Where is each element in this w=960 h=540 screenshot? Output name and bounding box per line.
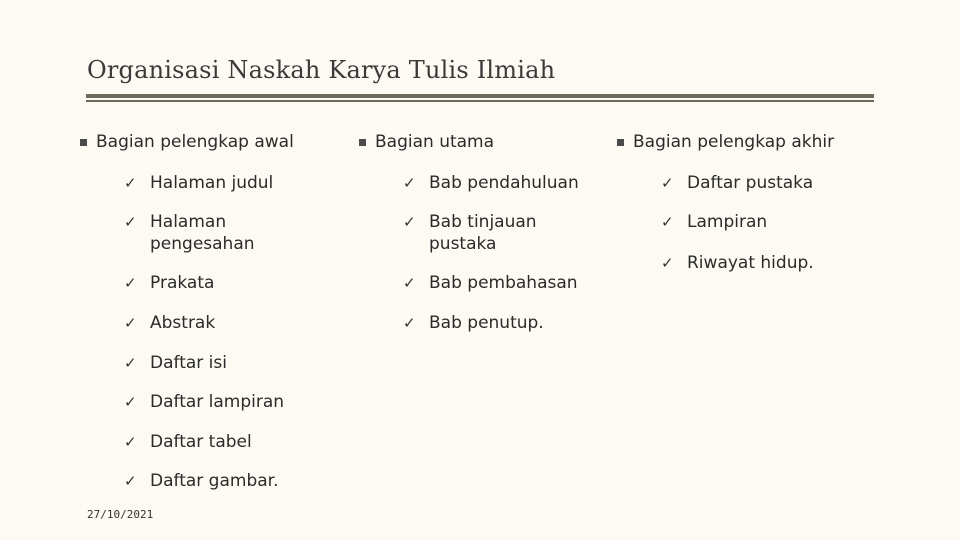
checkmark-icon: ✓ <box>661 213 674 231</box>
list-item <box>124 431 252 453</box>
list-item-label: Bab pembahasan <box>429 273 578 293</box>
column-heading-label: Bagian pelengkap awal <box>96 132 294 152</box>
list-item <box>124 211 270 255</box>
column-heading-label: Bagian pelengkap akhir <box>633 132 835 152</box>
list-item-label: Daftar tabel <box>150 432 252 452</box>
list-item-label: Bab pendahuluan <box>429 173 579 193</box>
column-heading-label: Bagian utama <box>375 132 495 152</box>
list-item-label: Daftar pustaka <box>687 173 814 193</box>
list-item-label: Bab tinjauan pustaka <box>429 212 537 254</box>
bullet-square-icon <box>80 139 87 146</box>
list-item <box>124 172 273 194</box>
checkmark-icon: ✓ <box>124 174 137 192</box>
list-item <box>403 272 578 294</box>
column-heading-pelengkap-awal <box>80 132 294 152</box>
slide-title: Organisasi Naskah Karya Tulis Ilmiah <box>87 56 556 84</box>
slide-date: 27/10/2021 <box>87 508 154 521</box>
list-item <box>124 391 284 413</box>
column-heading-utama <box>359 132 494 152</box>
list-item-label: Abstrak <box>150 313 216 333</box>
column-heading-pelengkap-akhir <box>617 132 834 152</box>
checkmark-icon: ✓ <box>124 393 137 411</box>
list-item-label: Daftar isi <box>150 353 227 373</box>
list-item <box>124 272 214 294</box>
list-item <box>124 312 215 334</box>
list-item <box>403 312 544 334</box>
checkmark-icon: ✓ <box>124 213 137 231</box>
list-item-label: Daftar gambar. <box>150 471 279 491</box>
checkmark-icon: ✓ <box>403 213 416 231</box>
list-item <box>661 252 814 274</box>
list-item-label: Daftar lampiran <box>150 392 285 412</box>
checkmark-icon: ✓ <box>124 472 137 490</box>
checkmark-icon: ✓ <box>661 254 674 272</box>
checkmark-icon: ✓ <box>124 314 137 332</box>
list-item-label: Halaman pengesahan <box>150 212 255 254</box>
list-item-label: Lampiran <box>687 212 768 232</box>
list-item <box>124 352 227 374</box>
list-item <box>661 211 767 233</box>
checkmark-icon: ✓ <box>124 354 137 372</box>
list-item-label: Halaman judul <box>150 173 274 193</box>
checkmark-icon: ✓ <box>661 174 674 192</box>
title-divider-thick <box>86 94 874 98</box>
checkmark-icon: ✓ <box>124 433 137 451</box>
bullet-square-icon <box>359 139 366 146</box>
list-item-label: Prakata <box>150 273 215 293</box>
list-item <box>661 172 813 194</box>
list-item <box>403 172 579 194</box>
bullet-square-icon <box>617 139 624 146</box>
title-divider-thin <box>86 100 874 102</box>
list-item-label: Bab penutup. <box>429 313 544 333</box>
list-item-label: Riwayat hidup. <box>687 253 814 273</box>
checkmark-icon: ✓ <box>403 314 416 332</box>
checkmark-icon: ✓ <box>403 274 416 292</box>
list-item <box>403 211 569 255</box>
checkmark-icon: ✓ <box>124 274 137 292</box>
list-item <box>124 470 278 492</box>
checkmark-icon: ✓ <box>403 174 416 192</box>
